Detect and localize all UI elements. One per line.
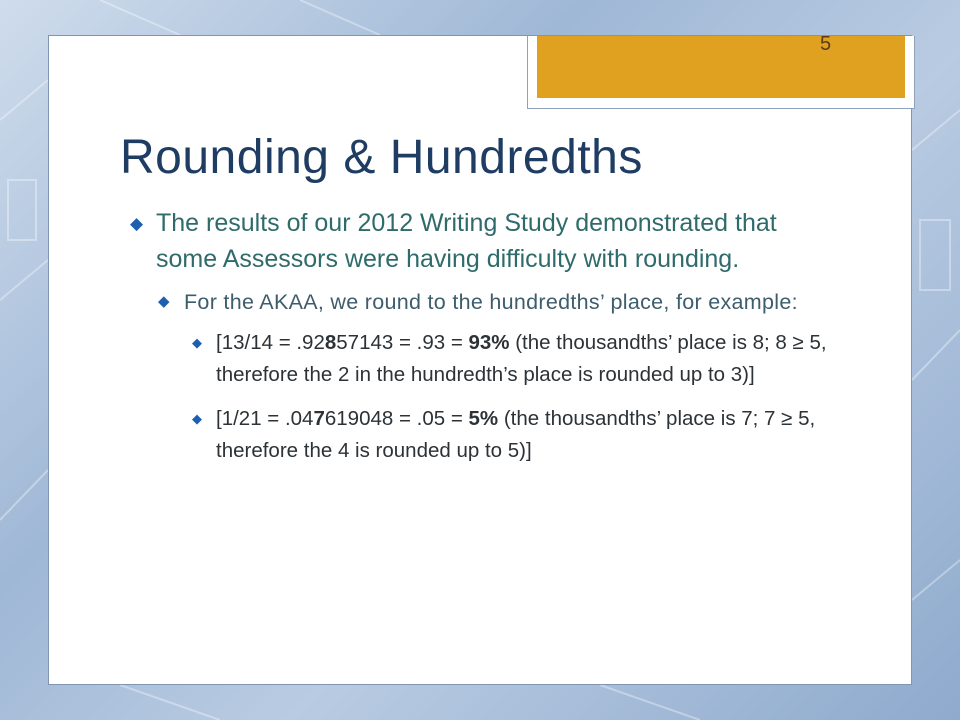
bullet-example-2 [190,403,830,467]
bullet-text: For the AKAA, we round to the hundredths’ place, for example: [184,290,798,314]
bullet-list [130,205,830,467]
highlighted-digit: 8 [324,331,337,354]
page-number-accent [537,36,905,98]
diamond-bullet-icon: ◆ [130,214,144,233]
example-text: [13/14 = .92857143 = .93 = 93% (the thousandths’ place is 8; 8 ≥ 5, therefore the 2 in the hundredth’s place is rounded up to 3)] [216,331,827,386]
example-text: [1/21 = .047619048 = .05 = 5% (the thousandths’ place is 7; 7 ≥ 5, therefore the 4 is rounded up to 5)] [216,407,816,462]
bullet-example-1 [190,327,830,391]
bullet-akaa-rounding [156,286,830,318]
bullet-writing-study [130,205,830,277]
diamond-bullet-icon: ◆ [158,293,170,310]
highlighted-percent: 93% [468,331,510,354]
highlighted-digit: 7 [313,407,325,430]
bullet-text: The results of our 2012 Writing Study demonstrated that some Assessors were having difficulty with rounding. [156,209,777,273]
diamond-bullet-icon: ◆ [192,411,202,426]
slide-title: Rounding & Hundredths [120,131,643,184]
diamond-bullet-icon: ◆ [192,335,202,350]
highlighted-percent: 5% [468,407,499,430]
page-number: 5 [820,33,832,55]
page-number-tab [527,36,915,109]
